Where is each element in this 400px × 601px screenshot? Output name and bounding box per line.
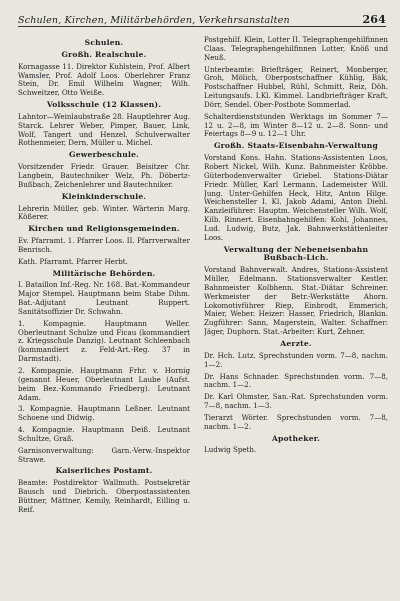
section-heading-kirchen: Kirchen und Religionsgemeinden. bbox=[28, 224, 180, 234]
section-heading-militaer: Militärische Behörden. bbox=[52, 268, 156, 278]
arzt-lutz-text: Dr. Hch. Lutz. Sprechstunden vorm. 7—8, nachm. 1—2. bbox=[204, 350, 388, 369]
tierarzt-text: Tierarzt Wörter. Sprechstunden vorm. 7—8, nachm. 1—2. bbox=[204, 412, 388, 431]
kompagnie-2-text: 2. Kompagnie. Hauptmann Frhr. v. Hornig (genannt Heuer, Oberleutnant Laube (Aufst. beim Bez.-Kommando Friedberg). Leutnant Adam. bbox=[18, 366, 190, 402]
section-heading-aerzte: Aerzte. bbox=[280, 339, 312, 348]
section-heading-gewerbeschule: Gewerbeschule. bbox=[69, 150, 139, 160]
postamt-text: Beamte: Postdirektor Wallmuth. Postsekretär Bausch und Diebrich. Oberpostassistenten Büttner, Mättner, Kemily, Reinhardt, Eilling u. Reif. bbox=[18, 478, 190, 514]
schalterdienst-text: Schalterdienststunden Werktags im Sommer 7—12 u. 2—8, im Winter 8—12 u. 2—8. Sonn- und Feiertags 8—9 u. 12—1 Uhr. bbox=[204, 111, 388, 139]
unterbeamte-text: Unterbeamte: Briefträger, Reinert, Monberger, Groh, Mölich, Oberpostschaffner Kühlig, Bäk, Postschaffner Hubbel, Rühl, Schmitt, Reiz, Döh. Leitungsaufs. I.Kl. Kimmel. Landbriefträger Kraft, Dörr, Sendel. Ober-Postbote Sommerlad. bbox=[204, 64, 388, 109]
volksschule-text: Lahntor—Weinlaubstraße 28. Hauptlehrer Aug. Starck. Lehrer Weber, Pimper, Bauer, Link, Wolf, Tangert und Henzel. Schulverwalter Rothenmeier, Dern, Müller u. Michel. bbox=[18, 111, 190, 148]
section-heading-kleinkinderschule: Kleinkinderschule. bbox=[61, 191, 147, 201]
right-column bbox=[204, 36, 388, 593]
kompagnie-3-text: 3. Kompagnie. Hauptmann Leßner. Leutnant Schoene und Didwig. bbox=[18, 404, 190, 423]
section-heading-volksschule: Volksschule (12 Klassen). bbox=[46, 100, 162, 110]
garnisonverwaltung-text: Garnisonverwaltung: Garn.-Verw.-Inspektor Strawe. bbox=[18, 445, 190, 464]
kompagnie-4-text: 4. Kompagnie. Hauptmann Deiß. Leutnant Schultze, Graß. bbox=[18, 425, 190, 443]
gewerbeschule-text: Vorsitzender Friedr. Grauer. Beisitzer Chr. Langbein, Bautechniker Welz, Ph. Döbertz-Bußbach, Zeichenlehrer und Bautechniker. bbox=[18, 162, 190, 189]
eisenbahn-text: Vorstand Kons. Hahn. Stations-Assistenten Loos, Robert Nickel, Wilh. Kunz. Bahnmeister Kröbbe. Güterbodenverwalter Griebel. Stations-Diätar Friedr. Müller, Karl Lermann. Lademeister Will. Jung. Unter-Gehilfen Heck, Hitz, Anton Hilge. Weichensteller I. Kl. Jakob Adami, Anton Diehl. Kanzleiführer: Hauptm. Weichensteller Wilh. Wolf, Kilb. Rinnert. Eisenbahngehilfen: Kohl, Johannes, Lud. Ludwig, Butz, Jak. Bahnwerkstättenleiter Loos. bbox=[204, 153, 388, 242]
arzt-schnader-text: Dr. Hans Schnader. Sprechstunden vorm. 7—8, nachm. 1—2. bbox=[204, 371, 388, 390]
section-heading-nebenbahn: Verwaltung der Nebeneisenbahn Bußbach-Lich. bbox=[223, 244, 369, 263]
realschule-text: Kornagasse 11. Direktor Kuhlstein, Prof. Albert Wamsler, Prof. Adolf Loos. Oberlehrer Franz Stein, Dr. Emil Wilhelm Wagner, Wilh. Schweitzer, Otto Weiße. bbox=[18, 61, 190, 98]
page-number: 264 bbox=[362, 13, 386, 26]
kompagnie-1-text: 1. Kompagnie. Hauptmann Weller. Oberleutnant Schulze und Ficau (kommandiert z. Kriegsschule Danzig). Leutnant Schleenbach (kommandiert z. Feld-Art.-Reg. 37 in Darmstadt). bbox=[18, 318, 190, 364]
section-heading-schulen: Schulen. bbox=[84, 38, 124, 47]
kleinkinderschule-text: Lehrerin Müller, geb. Winter. Wärterin Marg. Kößerer. bbox=[18, 203, 190, 222]
page-header bbox=[18, 10, 386, 27]
kath-pfarramt-text: Kath. Pfarramt. Pfarrer Herbt. bbox=[18, 256, 128, 266]
nebenbahn-text: Vorstand Bahnverwalt. Andres, Stations-Assistent Müller, Edelmann. Stationsverwalter Kestler. Bahnmeister Kolbhenn. Stat.-Diätar Schreiner. Werkmeister der Betr.-Werkstätte Ahorn. Lokomotivführer Riep, Einbrodt, Emmerich, Maier, Weber. Heizer: Hasser, Friedrich, Blankin. Zugführer: Sann, Magerstein, Walter. Schaffner: Jäger, Duphorn. Stat.-Arbeiter: Kurt, Zehner. bbox=[204, 265, 388, 337]
post-gehilfen-text: Postgehilf. Klein, Lotter II. Telegraphengehilfinnen Claas. Telegraphengehilfinnen Lotter, Knöß und Neuß. bbox=[204, 36, 388, 62]
arzt-ohmster-text: Dr. Karl Ohmster, San.-Rat. Sprechstunden vorm. 7—8, nachm. 1—3. bbox=[204, 392, 388, 411]
bataillon-text: I. Bataillon Inf.-Reg. Nr. 168. Bat.-Kommandeur Major Stempel. Hauptmann beim Stabe Dihm. Bat.-Adjutant Leutnant Ruppert. Sanitätsoffizier Dr. Schwahn. bbox=[18, 280, 190, 316]
section-heading-postamt: Kaiserliches Postamt. bbox=[55, 466, 153, 476]
section-heading-apotheker: Apotheker. bbox=[271, 433, 321, 443]
apotheker-text: Ludwig Speth. bbox=[204, 445, 257, 455]
section-heading-eisenbahn: Großh. Staats-Eisenbahn-Verwaltung bbox=[213, 141, 379, 151]
ev-pfarramt-text: Ev. Pfarramt. 1. Pfarrer Loos. II. Pfarrverwalter Benrisch. bbox=[18, 236, 190, 254]
running-title: Schulen, Kirchen, Militärbehörden, Verkehrsanstalten bbox=[18, 15, 290, 26]
section-heading-realschule: Großh. Realschule. bbox=[61, 49, 147, 59]
left-column bbox=[18, 36, 190, 593]
